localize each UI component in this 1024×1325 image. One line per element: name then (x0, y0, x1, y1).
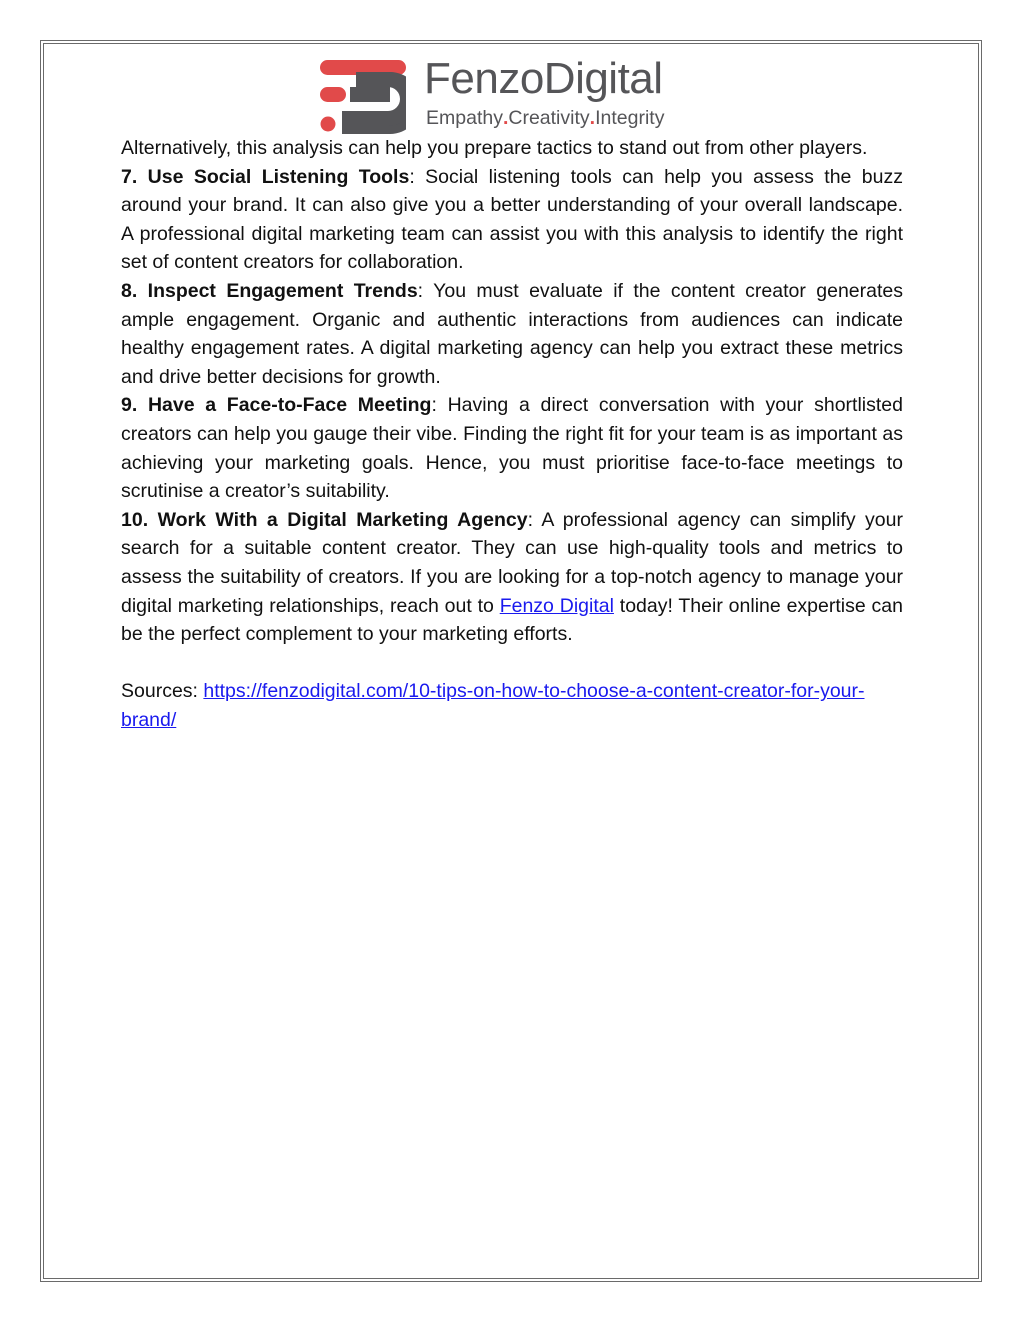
sources-label: Sources: (121, 680, 204, 703)
paragraph-text: : You must evaluate if the content creator generates ample engagement. Organic and authentic interactions from audiences can indicate healthy engagement rates. A digital marketing agency can help you extract these metrics and drive better decisions for growth. (121, 279, 903, 388)
sources-line (121, 677, 903, 734)
paragraph-tip-8 (121, 277, 903, 391)
tip-heading: 9. Have a Face-to-Face Meeting (121, 394, 432, 417)
sources-link[interactable]: https://fenzodigital.com/10-tips-on-how-to-choose-a-content-creator-for-your-brand/ (121, 680, 865, 731)
tip-heading: 8. Inspect Engagement Trends (121, 279, 418, 302)
document-body (121, 134, 903, 734)
paragraph-text: : A professional agency can simplify your search for a suitable content creator. They can use high-quality tools and metrics to assess the suitability of creators. If you are looking for a top-notch agency to manage your digital marketing relationships, reach out to (121, 508, 903, 617)
paragraph-text: Alternatively, this analysis can help you prepare tactics to stand out from other players. (121, 137, 868, 159)
fenzo-logo-mark-icon (320, 60, 406, 134)
paragraph-text: today! Their online expertise can be the perfect complement to your marketing efforts. (121, 594, 903, 646)
logo-tagline: Empathy.Creativity.Integrity (426, 107, 665, 129)
fenzo-digital-link[interactable]: Fenzo Digital (499, 594, 614, 617)
tip-heading: 7. Use Social Listening Tools (121, 165, 410, 188)
paragraph-tip-9 (121, 391, 903, 505)
tip-heading: 10. Work With a Digital Marketing Agency (121, 508, 528, 531)
paragraph-tip-10 (121, 506, 903, 649)
paragraph-tip-7 (121, 163, 903, 277)
brand-logo (320, 54, 710, 136)
logo-wordmark: FenzoDigital (424, 54, 663, 103)
paragraph-text: : Social listening tools can help you assess the buzz around your brand. It can also give you a better understanding of your overall landscape. A professional digital marketing team can assist you with this analysis to identify the right set of content creators for collaboration. (121, 165, 903, 274)
paragraph-text: : Having a direct conversation with your shortlisted creators can help you gauge their vibe. Finding the right fit for your team is as important as achieving your marketing goals. Hence, you must prioritise face-to-face meetings to scrutinise a creator’s suitability. (121, 394, 903, 503)
paragraph-intro (121, 134, 903, 163)
